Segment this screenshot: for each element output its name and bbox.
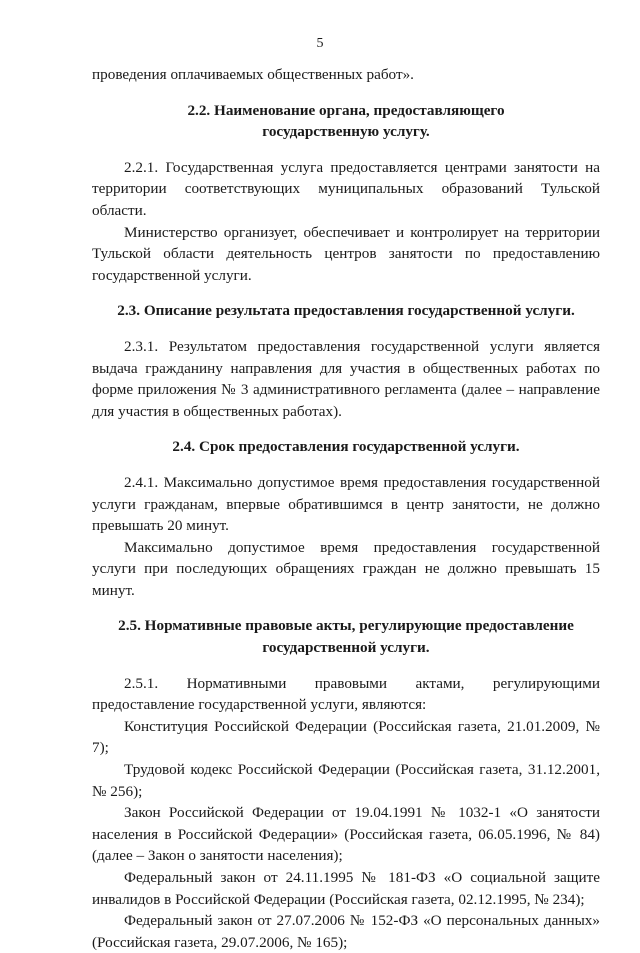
list-item-disabled-protection-law: Федеральный закон от 24.11.1995 № 181-ФЗ «О социальной защите инвалидов в Российской Федерации (Российская газета, 02.12.1995, № 234);	[92, 869, 600, 908]
paragraph-2-3-1: 2.3.1. Результатом предоставления государственной услуги является выдача гражданину направления для участия в общественных работах по форме приложения № 3 административного регламента (далее – направление для участия в общественных работах).	[92, 337, 600, 420]
paragraph-2-4-1: 2.4.1. Максимально допустимое время предоставления государственной услуги гражданам, впервые обратившимся в центр занятости, не должно превышать 20 минут.	[92, 473, 600, 535]
list-item-constitution: Конституция Российской Федерации (Российская газета, 21.01.2009, № 7);	[92, 717, 600, 757]
page-number: 5	[316, 36, 324, 51]
list-item-labor-code: Трудовой кодекс Российской Федерации (Российская газета, 31.12.2001, № 256);	[92, 761, 600, 800]
heading-2-2-line2: государственную услугу.	[262, 123, 430, 141]
heading-2-5-line2: государственной услуги.	[262, 639, 430, 657]
paragraph-2-2-1: 2.2.1. Государственная услуга предоставляется центрами занятости на территории соответствующих муниципальных образований Тульской области.	[92, 158, 600, 219]
heading-2-4: 2.4. Срок предоставления государственной услуги.	[172, 438, 520, 456]
paragraph-subsequent-time: Максимально допустимое время предоставления государственной услуги при последующих обращениях граждан не должно превышать 15 минут.	[92, 538, 600, 599]
list-item-employment-law: Закон Российской Федерации от 19.04.1991 № 1032-1 «О занятости населения в Российской Федерации» (Российская газета, 06.05.1996, № 84) (далее – Закон о занятости населения);	[92, 804, 600, 865]
page-body	[92, 64, 600, 953]
heading-2-2-line1: 2.2. Наименование органа, предоставляющего	[187, 101, 505, 119]
paragraph-ministry: Министерство организует, обеспечивает и контролирует на территории Тульской области деятельность центров занятости по предоставлению государственной услуги.	[92, 223, 600, 284]
carryover-paragraph: проведения оплачиваемых общественных работ».	[92, 66, 414, 83]
list-item-personal-data-law: Федеральный закон от 27.07.2006 № 152-ФЗ «О персональных данных» (Российская газета, 29.07.2006, № 165);	[92, 912, 600, 951]
heading-2-3: 2.3. Описание результата предоставления государственной услуги.	[117, 302, 575, 320]
heading-2-5-line1: 2.5. Нормативные правовые акты, регулирующие предоставление	[118, 617, 574, 635]
paragraph-2-5-1: 2.5.1. Нормативными правовыми актами, регулирующими предоставление государственной услуги, являются:	[92, 674, 600, 714]
